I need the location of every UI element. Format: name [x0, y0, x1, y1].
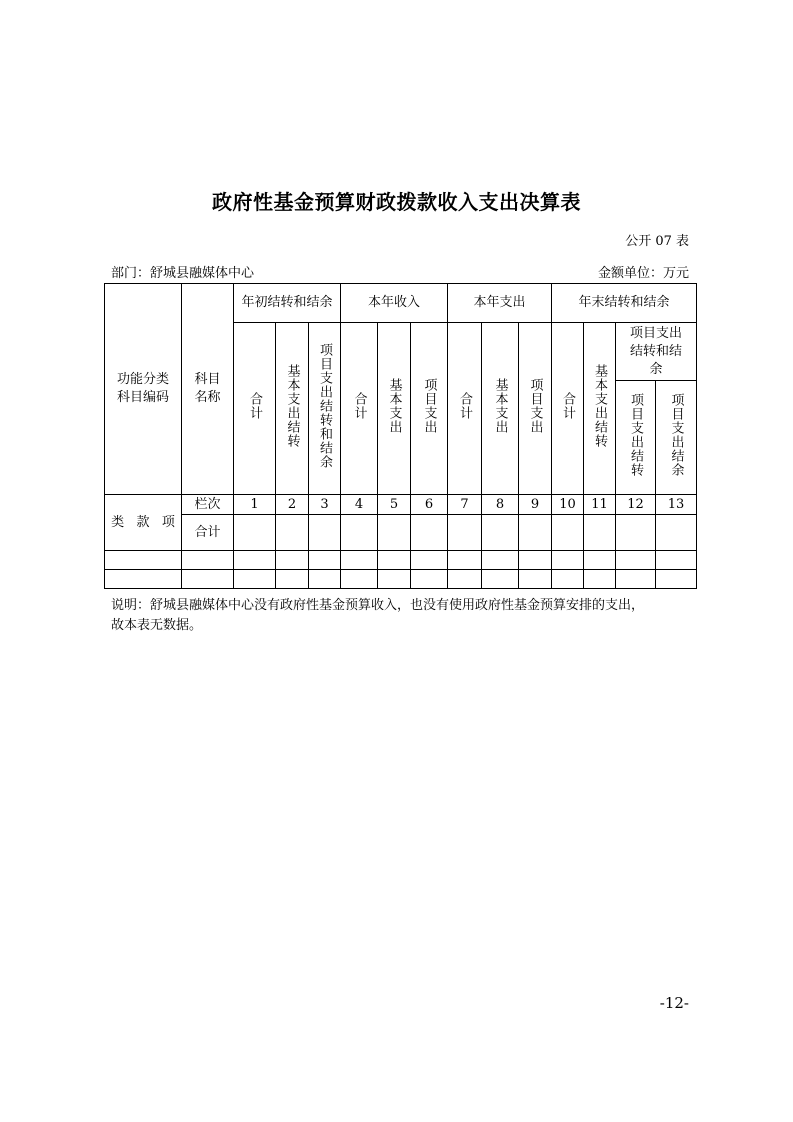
income-total-header: 合计 [341, 323, 378, 495]
col-number: 4 [341, 495, 378, 515]
table-code: 公开 07 表 [625, 234, 689, 249]
closing-balance-header: 年末结转和结余 [552, 284, 697, 323]
col-number: 9 [519, 495, 552, 515]
item-label: 款 [136, 514, 150, 530]
closing-project-header: 项目支出结转和结余 [616, 323, 697, 381]
col-number: 13 [656, 495, 697, 515]
col-number: 2 [276, 495, 309, 515]
document-title: 政府性基金预算财政拨款收入支出决算表 [212, 190, 581, 214]
expense-header: 本年支出 [448, 284, 552, 323]
func-code-header: 功能分类科目编码 [105, 284, 182, 495]
lanci-label: 栏次 [182, 495, 234, 515]
closing-project-carry-header: 项目支出结转 [616, 381, 656, 495]
opening-basic-carry-header: 基本支出结转 [276, 323, 309, 495]
opening-total-header: 合计 [234, 323, 276, 495]
opening-project-carry-balance-header: 项目支出结转和结余 [309, 323, 341, 495]
income-basic-header: 基本支出 [378, 323, 411, 495]
col-number: 6 [411, 495, 448, 515]
closing-project-balance-header: 项目支出结余 [656, 381, 697, 495]
closing-basic-carry-header: 基本支出结转 [584, 323, 616, 495]
total-row [105, 515, 697, 551]
budget-table [104, 283, 697, 589]
empty-row [105, 551, 697, 570]
amount-unit-label: 金额单位：万元 [597, 266, 689, 281]
col-number: 11 [584, 495, 616, 515]
total-row-label: 合计 [182, 515, 234, 551]
subitem-label: 项 [161, 514, 175, 530]
income-project-header: 项目支出 [411, 323, 448, 495]
expense-total-header: 合计 [448, 323, 482, 495]
class-label: 类 [111, 514, 125, 530]
subject-name-header: 科目名称 [182, 284, 234, 495]
column-number-row [105, 495, 697, 515]
income-header: 本年收入 [341, 284, 448, 323]
note-line-1: 说明：舒城县融媒体中心没有政府性基金预算收入，也没有使用政府性基金预算安排的支出， [111, 598, 645, 613]
empty-row [105, 570, 697, 589]
closing-total-header: 合计 [552, 323, 584, 495]
col-number: 7 [448, 495, 482, 515]
opening-balance-header: 年初结转和结余 [234, 284, 341, 323]
note [111, 596, 701, 636]
note-line-2: 故本表无数据。 [111, 618, 203, 633]
col-number: 8 [482, 495, 519, 515]
class-code-cell [105, 495, 182, 551]
col-number: 5 [378, 495, 411, 515]
col-number: 12 [616, 495, 656, 515]
department-label: 部门：舒城县融媒体中心 [111, 266, 255, 281]
expense-basic-header: 基本支出 [482, 323, 519, 495]
expense-project-header: 项目支出 [519, 323, 552, 495]
col-number: 10 [552, 495, 584, 515]
col-number: 1 [234, 495, 276, 515]
page-number: -12- [659, 994, 689, 1012]
col-number: 3 [309, 495, 341, 515]
